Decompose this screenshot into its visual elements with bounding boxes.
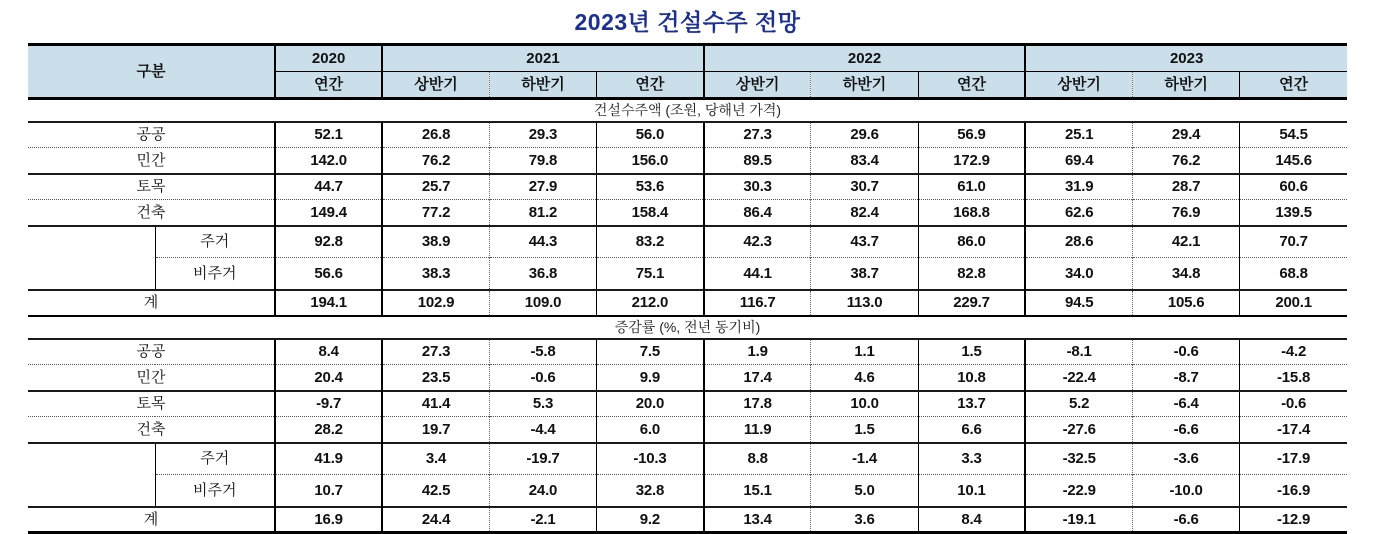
year-header: 2023	[1025, 45, 1347, 72]
table-row	[28, 290, 1347, 316]
row-label: 건축	[28, 200, 275, 226]
value-cell: -8.7	[1133, 365, 1240, 391]
value-cell: 32.8	[597, 475, 704, 507]
value-cell: 3.4	[382, 443, 489, 475]
value-cell: 24.4	[382, 507, 489, 533]
value-cell: -0.6	[1240, 391, 1347, 417]
corner-header: 구분	[28, 45, 275, 99]
value-cell: 145.6	[1240, 148, 1347, 174]
value-cell: 28.7	[1133, 174, 1240, 200]
table-row	[28, 507, 1347, 533]
value-cell: -6.6	[1133, 417, 1240, 443]
value-cell: 16.9	[275, 507, 382, 533]
value-cell: 8.4	[918, 507, 1025, 533]
value-cell: 83.2	[597, 226, 704, 258]
period-header: 연간	[597, 72, 704, 99]
value-cell: 20.0	[597, 391, 704, 417]
year-header: 2021	[382, 45, 704, 72]
value-cell: 30.3	[704, 174, 811, 200]
value-cell: 168.8	[918, 200, 1025, 226]
row-label: 공공	[28, 122, 275, 148]
row-label: 주거	[155, 226, 275, 258]
value-cell: -27.6	[1025, 417, 1132, 443]
row-label: 공공	[28, 339, 275, 365]
value-cell: 38.3	[382, 258, 489, 290]
value-cell: 56.0	[597, 122, 704, 148]
value-cell: 56.6	[275, 258, 382, 290]
table-row	[28, 148, 1347, 174]
value-cell: 54.5	[1240, 122, 1347, 148]
value-cell: 116.7	[704, 290, 811, 316]
value-cell: 28.6	[1025, 226, 1132, 258]
row-label: 민간	[28, 148, 275, 174]
table-row	[28, 226, 1347, 258]
row-label: 계	[28, 290, 275, 316]
value-cell: 4.6	[811, 365, 918, 391]
value-cell: -2.1	[489, 507, 596, 533]
period-header: 연간	[918, 72, 1025, 99]
value-cell: 86.0	[918, 226, 1025, 258]
section-title-row	[28, 316, 1347, 339]
row-label: 계	[28, 507, 275, 533]
table-row	[28, 443, 1347, 475]
period-header: 연간	[275, 72, 382, 99]
value-cell: 61.0	[918, 174, 1025, 200]
value-cell: -4.2	[1240, 339, 1347, 365]
value-cell: 6.6	[918, 417, 1025, 443]
table-row	[28, 365, 1347, 391]
period-header: 상반기	[704, 72, 811, 99]
value-cell: 15.1	[704, 475, 811, 507]
value-cell: 41.4	[382, 391, 489, 417]
value-cell: 10.8	[918, 365, 1025, 391]
value-cell: -9.7	[275, 391, 382, 417]
value-cell: -19.1	[1025, 507, 1132, 533]
value-cell: 10.7	[275, 475, 382, 507]
value-cell: 68.8	[1240, 258, 1347, 290]
period-header: 상반기	[382, 72, 489, 99]
value-cell: -1.4	[811, 443, 918, 475]
period-header: 상반기	[1025, 72, 1132, 99]
section-title: 건설수주액 (조원, 당해년 가격)	[593, 102, 782, 119]
table-row	[28, 475, 1347, 507]
row-label-spacer	[28, 226, 155, 290]
value-cell: -32.5	[1025, 443, 1132, 475]
value-cell: 5.3	[489, 391, 596, 417]
value-cell: -0.6	[489, 365, 596, 391]
value-cell: 149.4	[275, 200, 382, 226]
value-cell: 13.4	[704, 507, 811, 533]
value-cell: -19.7	[489, 443, 596, 475]
value-cell: 38.9	[382, 226, 489, 258]
section-title: 증감률 (%, 전년 동기비)	[614, 319, 761, 335]
value-cell: 42.1	[1133, 226, 1240, 258]
value-cell: 29.3	[489, 122, 596, 148]
value-cell: 76.2	[382, 148, 489, 174]
value-cell: 42.3	[704, 226, 811, 258]
value-cell: 27.9	[489, 174, 596, 200]
value-cell: 19.7	[382, 417, 489, 443]
value-cell: 10.1	[918, 475, 1025, 507]
value-cell: 94.5	[1025, 290, 1132, 316]
value-cell: 44.1	[704, 258, 811, 290]
value-cell: 36.8	[489, 258, 596, 290]
value-cell: 105.6	[1133, 290, 1240, 316]
value-cell: 3.3	[918, 443, 1025, 475]
value-cell: 17.8	[704, 391, 811, 417]
period-header: 하반기	[811, 72, 918, 99]
value-cell: 1.1	[811, 339, 918, 365]
value-cell: 53.6	[597, 174, 704, 200]
value-cell: 109.0	[489, 290, 596, 316]
value-cell: 79.8	[489, 148, 596, 174]
value-cell: 70.7	[1240, 226, 1347, 258]
value-cell: -12.9	[1240, 507, 1347, 533]
value-cell: -16.9	[1240, 475, 1347, 507]
value-cell: 31.9	[1025, 174, 1132, 200]
value-cell: -22.9	[1025, 475, 1132, 507]
row-label: 민간	[28, 365, 275, 391]
value-cell: 69.4	[1025, 148, 1132, 174]
header-row-years	[28, 45, 1347, 72]
value-cell: 60.6	[1240, 174, 1347, 200]
value-cell: 82.8	[918, 258, 1025, 290]
value-cell: 42.5	[382, 475, 489, 507]
value-cell: -4.4	[489, 417, 596, 443]
value-cell: 142.0	[275, 148, 382, 174]
value-cell: 9.2	[597, 507, 704, 533]
value-cell: 56.9	[918, 122, 1025, 148]
value-cell: -10.3	[597, 443, 704, 475]
value-cell: 6.0	[597, 417, 704, 443]
value-cell: 113.0	[811, 290, 918, 316]
section-title-row	[28, 99, 1347, 122]
table-row	[28, 391, 1347, 417]
table-row	[28, 258, 1347, 290]
table-row	[28, 339, 1347, 365]
value-cell: -17.9	[1240, 443, 1347, 475]
row-label-spacer	[28, 443, 155, 507]
value-cell: 13.7	[918, 391, 1025, 417]
value-cell: -6.4	[1133, 391, 1240, 417]
value-cell: 28.2	[275, 417, 382, 443]
table-row	[28, 200, 1347, 226]
row-label: 토목	[28, 391, 275, 417]
value-cell: 17.4	[704, 365, 811, 391]
value-cell: -0.6	[1133, 339, 1240, 365]
value-cell: 156.0	[597, 148, 704, 174]
row-label: 비주거	[155, 475, 275, 507]
value-cell: -17.4	[1240, 417, 1347, 443]
value-cell: 25.1	[1025, 122, 1132, 148]
value-cell: 86.4	[704, 200, 811, 226]
value-cell: 27.3	[704, 122, 811, 148]
value-cell: 172.9	[918, 148, 1025, 174]
value-cell: 23.5	[382, 365, 489, 391]
value-cell: 29.4	[1133, 122, 1240, 148]
table-row	[28, 122, 1347, 148]
year-header: 2022	[704, 45, 1026, 72]
value-cell: 30.7	[811, 174, 918, 200]
value-cell: -3.6	[1133, 443, 1240, 475]
value-cell: 25.7	[382, 174, 489, 200]
value-cell: 8.4	[275, 339, 382, 365]
value-cell: 44.3	[489, 226, 596, 258]
value-cell: 5.0	[811, 475, 918, 507]
value-cell: 81.2	[489, 200, 596, 226]
value-cell: 52.1	[275, 122, 382, 148]
value-cell: -6.6	[1133, 507, 1240, 533]
period-header: 하반기	[1133, 72, 1240, 99]
row-label: 토목	[28, 174, 275, 200]
table-row	[28, 174, 1347, 200]
period-header: 연간	[1240, 72, 1347, 99]
value-cell: 7.5	[597, 339, 704, 365]
period-header: 하반기	[489, 72, 596, 99]
forecast-table	[28, 43, 1347, 534]
value-cell: 139.5	[1240, 200, 1347, 226]
value-cell: 229.7	[918, 290, 1025, 316]
value-cell: 194.1	[275, 290, 382, 316]
value-cell: 82.4	[811, 200, 918, 226]
value-cell: 62.6	[1025, 200, 1132, 226]
value-cell: -22.4	[1025, 365, 1132, 391]
value-cell: -8.1	[1025, 339, 1132, 365]
value-cell: 38.7	[811, 258, 918, 290]
row-label: 건축	[28, 417, 275, 443]
value-cell: 5.2	[1025, 391, 1132, 417]
row-label: 주거	[155, 443, 275, 475]
value-cell: 24.0	[489, 475, 596, 507]
value-cell: 212.0	[597, 290, 704, 316]
value-cell: 83.4	[811, 148, 918, 174]
value-cell: 27.3	[382, 339, 489, 365]
value-cell: -5.8	[489, 339, 596, 365]
value-cell: 76.2	[1133, 148, 1240, 174]
value-cell: 43.7	[811, 226, 918, 258]
value-cell: 89.5	[704, 148, 811, 174]
value-cell: 34.0	[1025, 258, 1132, 290]
value-cell: 41.9	[275, 443, 382, 475]
table-row	[28, 417, 1347, 443]
value-cell: -15.8	[1240, 365, 1347, 391]
value-cell: 92.8	[275, 226, 382, 258]
value-cell: 34.8	[1133, 258, 1240, 290]
value-cell: 9.9	[597, 365, 704, 391]
value-cell: 29.6	[811, 122, 918, 148]
value-cell: 76.9	[1133, 200, 1240, 226]
value-cell: 75.1	[597, 258, 704, 290]
value-cell: 1.9	[704, 339, 811, 365]
value-cell: 8.8	[704, 443, 811, 475]
value-cell: 20.4	[275, 365, 382, 391]
value-cell: 44.7	[275, 174, 382, 200]
value-cell: 158.4	[597, 200, 704, 226]
value-cell: -10.0	[1133, 475, 1240, 507]
page-title: 2023년 건설수주 전망	[574, 9, 801, 35]
value-cell: 102.9	[382, 290, 489, 316]
value-cell: 1.5	[811, 417, 918, 443]
value-cell: 10.0	[811, 391, 918, 417]
value-cell: 1.5	[918, 339, 1025, 365]
value-cell: 200.1	[1240, 290, 1347, 316]
value-cell: 3.6	[811, 507, 918, 533]
value-cell: 77.2	[382, 200, 489, 226]
year-header: 2020	[275, 45, 382, 72]
value-cell: 11.9	[704, 417, 811, 443]
row-label: 비주거	[155, 258, 275, 290]
value-cell: 26.8	[382, 122, 489, 148]
